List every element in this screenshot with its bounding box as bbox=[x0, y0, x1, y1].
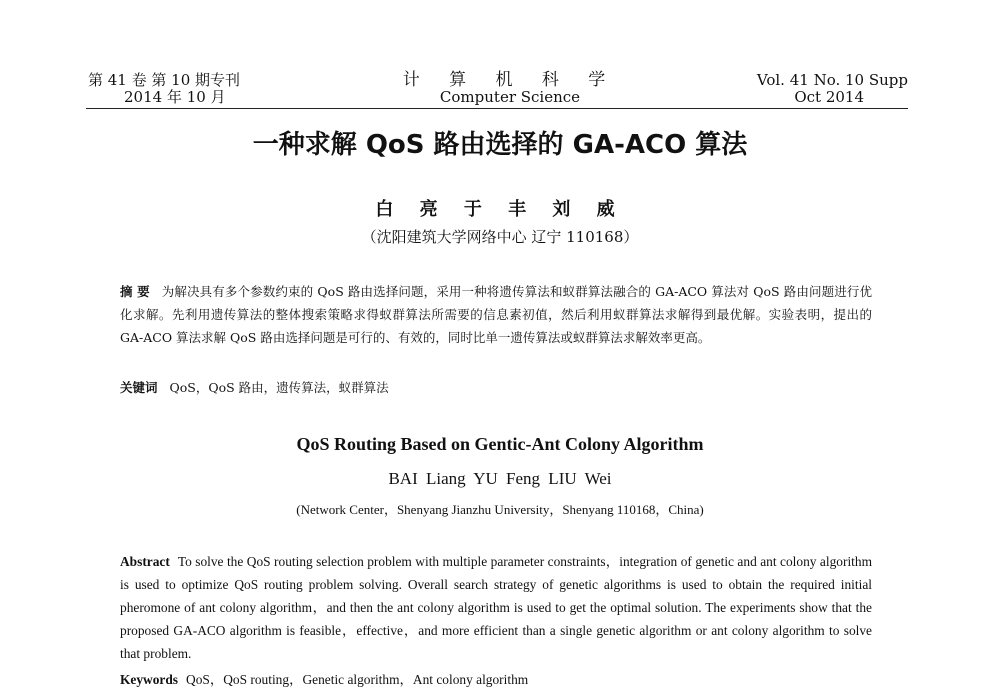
keywords-en-label: Keywords bbox=[120, 672, 179, 687]
keywords-cn bbox=[120, 378, 872, 398]
journal-volume-info bbox=[648, 72, 908, 106]
journal-issue-info bbox=[88, 72, 348, 106]
keywords-cn-label: 关键词 bbox=[120, 380, 158, 395]
abstract-cn-text: 为解决具有多个参数约束的 QoS 路由选择问题，采用一种将遗传算法和蚁群算法融合的 GA-ACO 算法对 QoS 路由问题进行优化求解。先利用遗传算法的整体搜索策略求得蚁群算法所需要的信息素初值，然后利用蚁群算法求解得到最优解。实验表明，提出的 GA-ACO 算法求解 QoS 路由选择问题是可行的、有效的，同时比单一遗传算法或蚁群算法求解效率更高。 bbox=[120, 284, 872, 345]
header-divider bbox=[86, 108, 908, 109]
paper-title-en: QoS Routing Based on Gentic-Ant Colony Algorithm bbox=[296, 434, 704, 454]
authors-cn: 白 亮 于 丰 刘 威 bbox=[375, 199, 625, 220]
paper-title-cn: 一种求解 QoS 路由选择的 GA-ACO 算法 bbox=[252, 130, 748, 160]
volume-en: Vol. 41 No. 10 Supp bbox=[756, 71, 908, 89]
keywords-en-text: QoS，QoS routing，Genetic algorithm，Ant colony algorithm bbox=[186, 672, 529, 687]
authors-en: BAI Liang YU Feng LIU Wei bbox=[388, 469, 612, 488]
affiliation-en: (Network Center，Shenyang Jianzhu University，Shenyang 110168，China) bbox=[296, 502, 704, 517]
abstract-en-label: Abstract bbox=[120, 554, 170, 569]
publication-date-en: Oct 2014 bbox=[794, 88, 864, 106]
volume-issue: 第 41 卷 第 10 期专刊 bbox=[88, 71, 241, 89]
keywords-en bbox=[120, 668, 872, 691]
abstract-en-text: To solve the QoS routing selection problem with multiple parameter constraints，integration of genetic and ant colony algorithm is used to optimize QoS routing problem solving. Overall search strategy of genetic algorithms is used to obtain the required initial pheromone of ant colony algorithm，and then the ant colony algorithm is used to get the optimal solution. The experiments show that the proposed GA-ACO algorithm is feasible，effective，and more efficient than a single genetic algorithm or ant colony algorithm to solve that problem. bbox=[120, 554, 872, 661]
journal-name-en: Computer Science bbox=[439, 88, 581, 106]
journal-name bbox=[380, 72, 640, 106]
abstract-cn bbox=[120, 280, 872, 349]
journal-name-cn: 计 算 机 科 学 bbox=[402, 70, 618, 90]
keywords-cn-text: QoS，QoS 路由，遗传算法，蚁群算法 bbox=[169, 380, 389, 395]
abstract-cn-label: 摘 要 bbox=[120, 284, 150, 299]
publication-date-cn: 2014 年 10 月 bbox=[124, 88, 226, 106]
abstract-en bbox=[120, 550, 872, 665]
affiliation-cn: （沈阳建筑大学网络中心 辽宁 110168） bbox=[361, 228, 639, 246]
